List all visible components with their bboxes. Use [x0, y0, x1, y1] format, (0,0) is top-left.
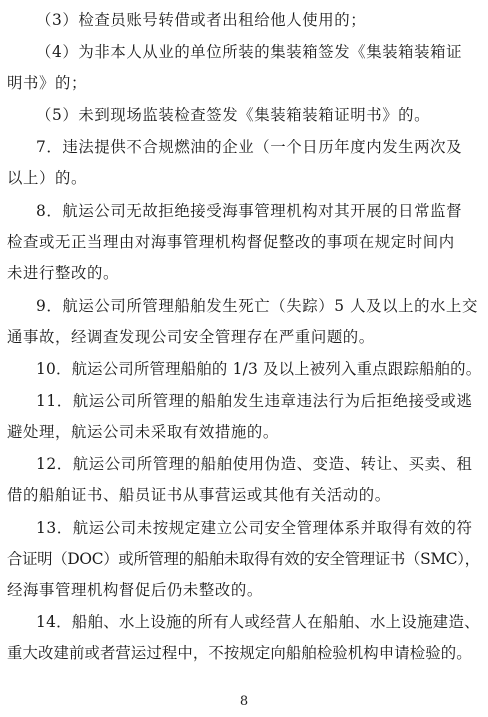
paragraph-line: 11．航运公司所管理的船舶发生违章违法行为后拒绝接受或逃: [36, 392, 473, 410]
paragraph-line: 明书》的；: [7, 74, 87, 92]
paragraph-line: 7．违法提供不合规燃油的企业（一个日历年度内发生两次及: [36, 138, 463, 156]
paragraph-line: 10．航运公司所管理船舶的 1/3 及以上被列入重点跟踪船舶的。: [36, 360, 482, 378]
paragraph-line: （3）检查员账号转借或者出租给他人使用的；: [36, 11, 367, 29]
paragraph-line: 以上）的。: [7, 169, 87, 187]
paragraph-line: 重大改建前或者营运过程中，不按规定向船舶检验机构申请检验的。: [7, 644, 472, 662]
paragraph-line: 13．航运公司未按规定建立公司安全管理体系并取得有效的符: [36, 519, 473, 537]
paragraph-line: 检查或无正当理由对海事管理机构督促整改的事项在规定时间内: [7, 233, 455, 251]
paragraph-line: 12．航运公司所管理的船舶使用伪造、变造、转让、买卖、租: [36, 455, 473, 473]
paragraph-line: 未进行整改的。: [7, 264, 119, 282]
paragraph-line: 合证明（DOC）或所管理的船舶未取得有效的安全管理证书（SMC），: [7, 550, 480, 568]
paragraph-line: （5）未到现场监装检查签发《集装箱装箱证明书》的。: [36, 106, 431, 124]
paragraph-line: 经海事管理机构督促后仍未整改的。: [7, 581, 263, 599]
paragraph-line: 通事故，经调查发现公司安全管理存在严重问题的。: [7, 328, 375, 346]
page-number: 8: [239, 694, 249, 709]
paragraph-line: 8．航运公司无故拒绝接受海事管理机构对其开展的日常监督: [36, 202, 463, 220]
paragraph-line: 14．船舶、水上设施的所有人或经营人在船舶、水上设施建造、: [36, 613, 480, 631]
paragraph-line: 借的船舶证书、船员证书从事营运或其他有关活动的。: [7, 486, 391, 504]
paragraph-line: 9．航运公司所管理船舶发生死亡（失踪）5 人及以上的水上交: [36, 297, 479, 315]
paragraph-line: （4）为非本人从业的单位所装的集装箱签发《集装箱装箱证: [36, 43, 463, 61]
paragraph-line: 避处理，航运公司未采取有效措施的。: [7, 423, 279, 441]
